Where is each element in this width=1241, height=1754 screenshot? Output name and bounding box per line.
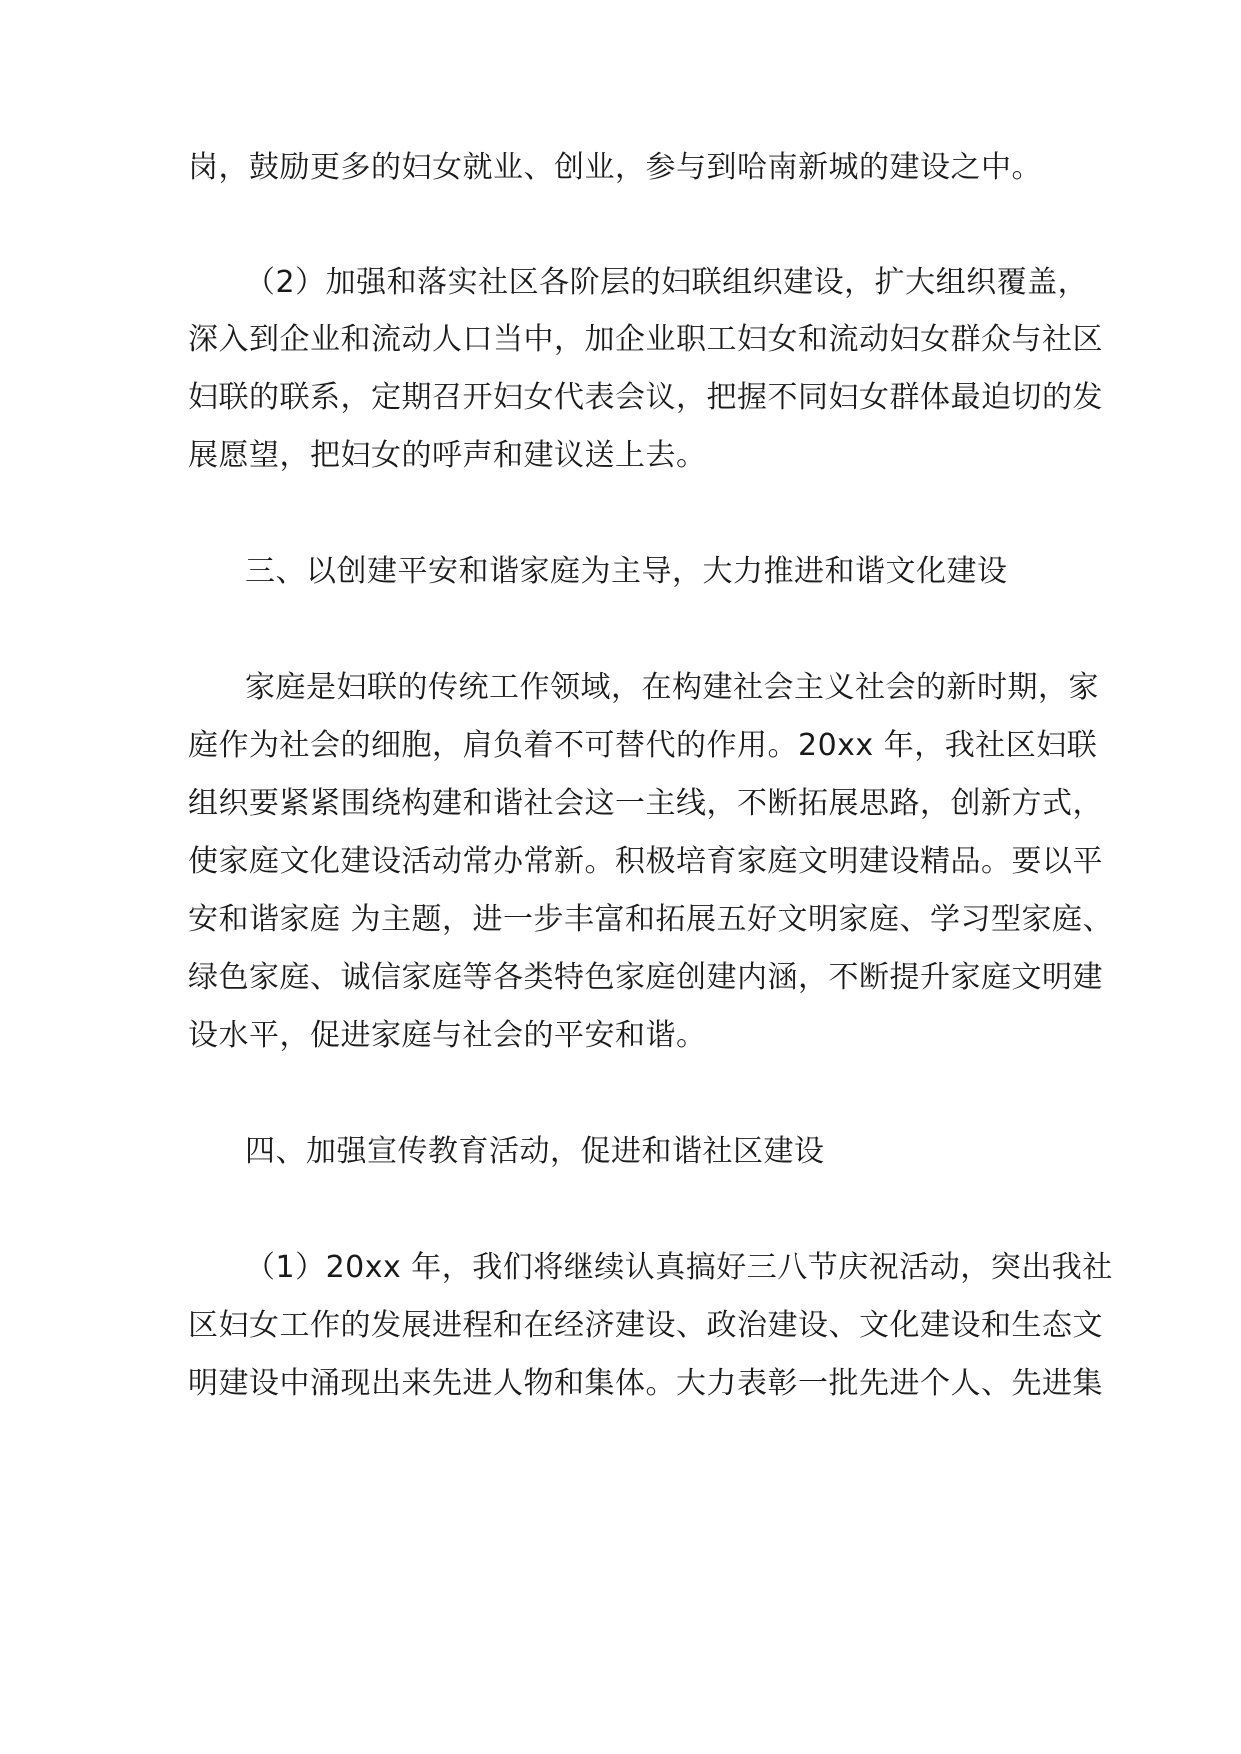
text-line: 使家庭文化建设活动常办常新。积极培育家庭文明建设精品。要以平 (188, 844, 1103, 879)
text-line: 设水平，促进家庭与社会的平安和谐。 (188, 1018, 707, 1053)
text-line: 家庭是妇联的传统工作领域，在构建社会主义社会的新时期，家 (245, 670, 1099, 705)
text-line: （2）加强和落实社区各阶层的妇联组织建设，扩大组织覆盖， (245, 265, 1089, 300)
text-line: 组织要紧紧围绕构建和谐社会这一主线，不断拓展思路，创新方式， (188, 786, 1103, 821)
section-heading: 四、加强宣传教育活动，促进和谐社区建设 (245, 1134, 825, 1169)
text-line: （1）20xx 年，我们将继续认真搞好三八节庆祝活动，突出我社 (245, 1250, 1113, 1285)
text-line: 深入到企业和流动人口当中，加企业职工妇女和流动妇女群众与社区 (188, 322, 1103, 357)
text-line: 安和谐家庭 为主题，进一步丰富和拓展五好文明家庭、学习型家庭、 (188, 902, 1114, 937)
text-line: 明建设中涌现出来先进人物和集体。大力表彰一批先进个人、先进集 (188, 1366, 1103, 1401)
text-line: 岗，鼓励更多的妇女就业、创业，参与到哈南新城的建设之中。 (188, 150, 1042, 185)
section-heading: 三、以创建平安和谐家庭为主导，大力推进和谐文化建设 (245, 554, 1008, 589)
text-line: 区妇女工作的发展进程和在经济建设、政治建设、文化建设和生态文 (188, 1308, 1103, 1343)
text-line: 妇联的联系，定期召开妇女代表会议，把握不同妇女群体最迫切的发 (188, 380, 1103, 415)
text-line: 绿色家庭、诚信家庭等各类特色家庭创建内涵，不断提升家庭文明建 (188, 960, 1103, 995)
text-line: 展愿望，把妇女的呼声和建议送上去。 (188, 438, 707, 473)
text-line: 庭作为社会的细胞，肩负着不可替代的作用。20xx 年，我社区妇联 (188, 728, 1098, 763)
